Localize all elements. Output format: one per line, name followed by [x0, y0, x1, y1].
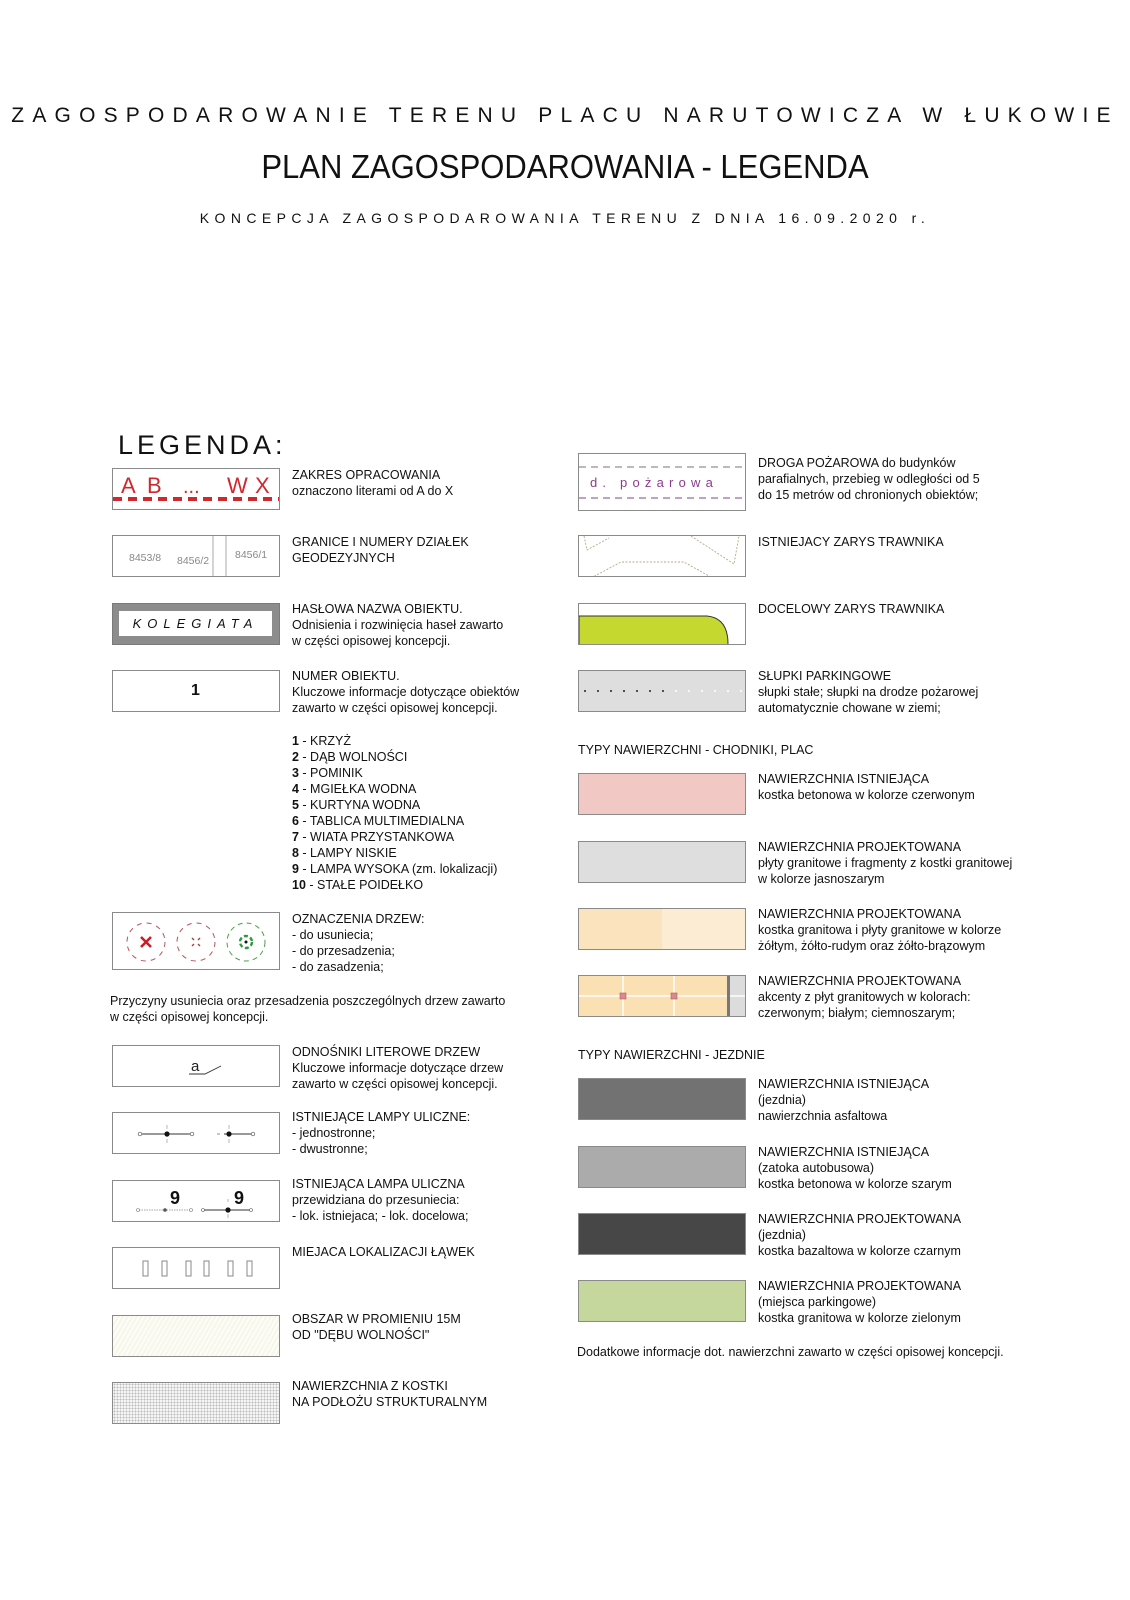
drzewa-note [110, 993, 505, 1025]
tree-transplant-icon [177, 923, 215, 961]
zakres-symbol [112, 468, 280, 510]
granice-title-cont: GEODEZYJNYCH [292, 551, 395, 565]
chodnik-desc: NAWIERZCHNIA ISTNIEJĄCA kostka betonowa w kolorze czerwonym [758, 772, 975, 802]
lampa-przesuniecie-symbol [112, 1180, 280, 1222]
chodnik-desc: NAWIERZCHNIA PROJEKTOWANA kostka granitowa i płyty granitowe w kolorze żółtym, żółto-rudym oraz żółto-brązowym [758, 907, 1002, 953]
nawierzchnia-footer-note: Dodatkowe informacje dot. nawierzchni zawarto w części opisowej koncepcji. [577, 1345, 1004, 1359]
numer-desc [292, 668, 519, 716]
odnosniki-line: zawarto w części opisowej koncepcji. [292, 1077, 498, 1091]
jezdnia-desc: NAWIERZCHNIA ISTNIEJĄCA (zatoka autobusowa) kostka betonowa w kolorze szarym [758, 1145, 952, 1191]
object-item: 10 - STAŁE POIDEŁKO [292, 878, 424, 892]
lamp-existing-location-icon [137, 1208, 193, 1212]
parcel-number: 8456/2 [177, 555, 210, 567]
drzewa-desc [292, 911, 424, 975]
droga-label: d. pożarowa [590, 475, 719, 490]
object-item: 6 - TABLICA MULTIMEDIALNA [292, 814, 465, 828]
trawnik-istniejacy-desc [758, 534, 944, 550]
haslowa-title: HASŁOWA NAZWA OBIEKTU. [292, 602, 463, 616]
haslowa-line: w części opisowej koncepcji. [292, 634, 451, 648]
kostka-strukturalna-desc [292, 1378, 487, 1410]
chodnik-desc: NAWIERZCHNIA PROJEKTOWANA płyty granitowe i fragmenty z kostki granitowej w kolorze jasnoszarym [758, 840, 1013, 886]
zakres-letter-x: X [255, 473, 270, 498]
kostka-title-cont: NA PODŁOŻU STRUKTURALNYM [292, 1395, 488, 1409]
jezdnia-swatch [578, 1280, 746, 1322]
odnosniki-symbol [112, 1045, 280, 1087]
droga-symbol [578, 453, 746, 511]
slupki-line: automatycznie chowane w ziemi; [758, 701, 941, 715]
tree-reference-letter: a [191, 1058, 200, 1075]
jezdnia-swatch [578, 1146, 746, 1188]
obszar-title: OBSZAR W PROMIENIU 15M [292, 1312, 461, 1326]
droga-title: DROGA POŻAROWA do budynków [758, 456, 956, 470]
lamp-double-icon [217, 1125, 255, 1143]
zakres-subtitle: oznaczono literami od A do X [292, 484, 454, 498]
lamp-number-target: 9 [234, 1188, 245, 1208]
numer-label: 1 [191, 682, 200, 699]
jezdnia-swatch [578, 1078, 746, 1120]
object-item: 9 - LAMPA WYSOKA (zm. lokalizacji) [292, 862, 498, 876]
lamp-single-icon [138, 1125, 194, 1143]
zakres-dots: ... [183, 476, 200, 498]
zakres-letter-a: A [121, 473, 136, 498]
concept-date: KONCEPCJA ZAGOSPODAROWANIA TERENU Z DNIA 16.09.2020 r. [199, 210, 931, 226]
haslowa-label: KOLEGIATA [119, 611, 272, 636]
jezdnia-desc: NAWIERZCHNIA PROJEKTOWANA (miejsca parkingowe) kostka granitowa w kolorze zielonym [758, 1279, 962, 1325]
bollard-retractable-icon [675, 690, 742, 692]
lampy-desc [292, 1109, 470, 1157]
granice-desc [292, 534, 469, 566]
trawnik-istniejacy-title: ISTNIEJACY ZARYS TRAWNIKA [758, 535, 944, 549]
haslowa-desc [292, 601, 503, 649]
droga-line: do 15 metrów od chronionych obiektów; [758, 488, 979, 502]
obszar-symbol [112, 1315, 280, 1357]
chodnik-accent-swatch [578, 975, 746, 1017]
trawnik-istniejacy-symbol [578, 535, 746, 577]
project-title: ZAGOSPODAROWANIE TERENU PLACU NARUTOWICZA W ŁUKOWIE [11, 104, 1119, 127]
parcel-number: 8456/1 [235, 549, 268, 561]
lawki-symbol [112, 1247, 280, 1289]
jezdnia-swatch [578, 1213, 746, 1255]
numer-line: Kluczowe informacje dotyczące obiektów [292, 685, 520, 699]
odnosniki-desc [292, 1044, 503, 1092]
zakres-letter-w: W [227, 473, 248, 498]
granice-title: GRANICE I NUMERY DZIAŁEK [292, 535, 469, 549]
trawnik-docelowy-title: DOCELOWY ZARYS TRAWNIKA [758, 602, 945, 616]
trawnik-docelowy-symbol [578, 603, 746, 645]
obszar-title-cont: OD "DĘBU WOLNOŚCI" [292, 1328, 430, 1342]
lamp-number-existing: 9 [170, 1188, 181, 1208]
drzewa-note-line: w części opisowej koncepcji. [110, 1010, 269, 1024]
lawki-desc [292, 1244, 475, 1260]
slupki-line: słupki stałe; słupki na drodze pożarowej [758, 685, 979, 699]
zakres-letter-b: B [147, 473, 162, 498]
lampy-line: - dwustronne; [292, 1142, 368, 1156]
granice-symbol [112, 535, 280, 577]
plan-title: PLAN ZAGOSPODAROWANIA - LEGENDA [261, 148, 869, 185]
section-chodniki-title: TYPY NAWIERZCHNI - CHODNIKI, PLAC [578, 743, 814, 757]
legend-title: LEGENDA: [118, 430, 287, 460]
bollard-fixed-icon [584, 690, 664, 692]
slupki-symbol [578, 670, 746, 712]
droga-line: parafialnych, przebieg w odległości od 5 [758, 472, 980, 486]
zakres-title: ZAKRES OPRACOWANIA [292, 468, 441, 482]
lampy-line: - jednostronne; [292, 1126, 376, 1140]
numer-title: NUMER OBIEKTU. [292, 669, 400, 683]
haslowa-line: Odnisienia i rozwinięcia haseł zawarto [292, 618, 504, 632]
lampa-przesuniecie-line: przewidziana do przesuniecia: [292, 1193, 460, 1207]
object-item: 7 - WIATA PRZYSTANKOWA [292, 830, 455, 844]
obszar-desc [292, 1311, 461, 1343]
chodnik-swatch [578, 841, 746, 883]
numer-line: zawarto w części opisowej koncepcji. [292, 701, 498, 715]
numer-symbol [112, 670, 280, 712]
lampa-przesuniecie-desc [292, 1176, 468, 1224]
chodnik-swatch [578, 908, 746, 950]
slupki-title: SŁUPKI PARKINGOWE [758, 669, 892, 683]
drzewa-line: - do zasadzenia; [292, 960, 384, 974]
object-item: 2 - DĄB WOLNOŚCI [292, 750, 408, 764]
zakres-desc [292, 467, 453, 499]
bench-icon [143, 1261, 252, 1276]
lampa-przesuniecie-line: - lok. istniejaca; - lok. docelowa; [292, 1209, 469, 1223]
drzewa-line: - do usuniecia; [292, 928, 374, 942]
lamp-target-location-icon [202, 1199, 253, 1218]
kostka-strukturalna-symbol [112, 1382, 280, 1424]
chodnik-desc: NAWIERZCHNIA PROJEKTOWANA akcenty z płyt granitowych w kolorach: czerwonym; białym; ciemnoszarym; [758, 974, 971, 1020]
trawnik-docelowy-desc [758, 601, 944, 617]
droga-desc [758, 455, 980, 503]
object-item: 4 - MGIEŁKA WODNA [292, 782, 417, 796]
drzewa-symbol [112, 912, 280, 970]
jezdnia-desc: NAWIERZCHNIA ISTNIEJĄCA (jezdnia) nawierzchnia asfaltowa [758, 1077, 930, 1123]
drzewa-title: OZNACZENIA DRZEW: [292, 912, 425, 926]
haslowa-symbol [112, 603, 280, 645]
lampa-przesuniecie-title: ISTNIEJĄCA LAMPA ULICZNA [292, 1177, 465, 1191]
chodnik-swatch [578, 773, 746, 815]
object-item: 5 - KURTYNA WODNA [292, 798, 421, 812]
object-item: 1 - KRZYŻ [292, 734, 352, 748]
section-jezdnie-title: TYPY NAWIERZCHNI - JEZDNIE [578, 1048, 765, 1062]
object-item: 3 - POMINIK [292, 766, 363, 780]
object-list [292, 733, 497, 893]
parcel-number: 8453/8 [129, 552, 162, 564]
lampy-title: ISTNIEJĄCE LAMPY ULICZNE: [292, 1110, 471, 1124]
object-item: 8 - LAMPY NISKIE [292, 846, 397, 860]
lampy-symbol [112, 1112, 280, 1154]
lawki-title: MIEJACA LOKALIZACJI ŁĄWEK [292, 1245, 475, 1259]
jezdnia-desc: NAWIERZCHNIA PROJEKTOWANA (jezdnia) kostka bazaltowa w kolorze czarnym [758, 1212, 962, 1258]
odnosniki-title: ODNOŚNIKI LITEROWE DRZEW [292, 1045, 481, 1059]
drzewa-note-line: Przyczyny usuniecia oraz przesadzenia poszczególnych drzew zawarto [110, 994, 506, 1008]
kostka-title: NAWIERZCHNIA Z KOSTKI [292, 1379, 448, 1393]
odnosniki-line: Kluczowe informacje dotyczące drzew [292, 1061, 504, 1075]
slupki-desc [758, 668, 978, 716]
drzewa-line: - do przesadzenia; [292, 944, 395, 958]
